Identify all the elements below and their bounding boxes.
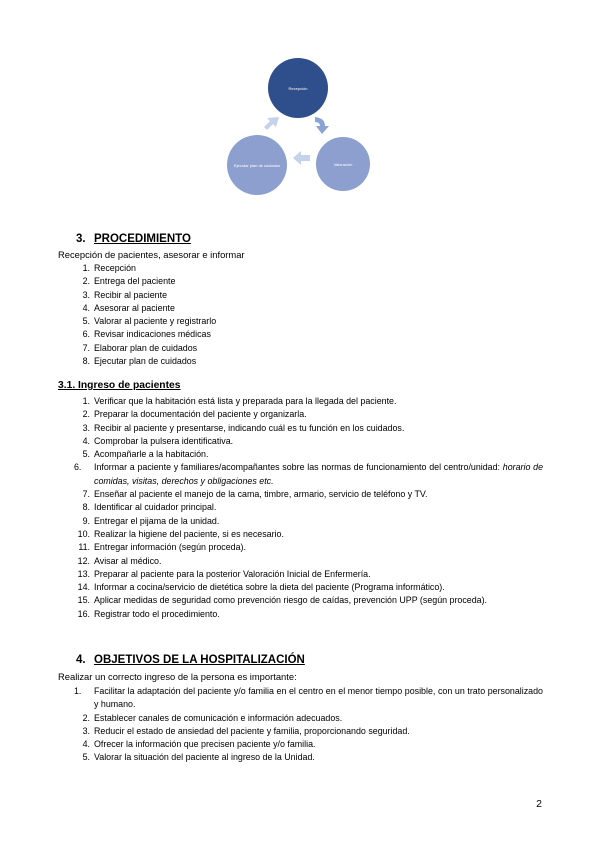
list-item: 9. Entregar el pijama de la unidad. — [82, 515, 220, 526]
list-item: 8. Ejecutar plan de cuidados — [82, 356, 197, 367]
list-item: 5. Valorar la situación del paciente al ingreso de la Unidad. — [82, 752, 315, 763]
list-item: 4. Comprobar la pulsera identificativa. — [82, 435, 234, 446]
list-item: 1. Facilitar la adaptación del paciente y/o familia en el centro en el menor tiempo posible, con un trato personalizado y humano. — [74, 686, 543, 710]
list-item: 3. Recibir al paciente — [82, 289, 168, 300]
section-4-heading: 4. OBJETIVOS DE LA HOSPITALIZACIÓN — [76, 654, 305, 666]
list-item: 7. Elaborar plan de cuidados — [82, 342, 198, 353]
list-item: 10. Realizar la higiene del paciente, si es necesario. — [77, 528, 284, 539]
left-arrow-icon — [293, 150, 311, 166]
page-number: 2 — [536, 798, 542, 810]
list-item: 16. Registrar todo el procedimiento. — [77, 608, 220, 619]
list-item: 7. Enseñar al paciente el manejo de la cama, timbre, armario, servicio de teléfono y TV. — [82, 489, 428, 500]
list-item: 3. Reducir el estado de ansiedad del paciente y familia, proporcionando seguridad. — [82, 725, 410, 736]
list-item: 2. Establecer canales de comunicación e información adecuados. — [82, 712, 343, 723]
diagram-node-top: Recepción — [268, 58, 328, 118]
list-item: 1. Verificar que la habitación está lista y preparada para la llegada del paciente. — [82, 396, 397, 406]
list-item: 2. Entrega del paciente — [82, 276, 176, 287]
list-item: 12. Avisar al médico. — [77, 555, 162, 566]
list-item: 11. Entregar información (según proceda). — [78, 542, 246, 553]
curved-arrow-icon — [312, 113, 334, 135]
list-item: 1. Recepción — [82, 263, 136, 273]
cycle-diagram — [220, 55, 390, 195]
list-item: 14. Informar a cocina/servicio de dietética sobre la dieta del paciente (Programa informático). — [77, 582, 445, 593]
list-item: 5. Acompañarle a la habitación. — [82, 449, 209, 460]
admission-list — [74, 395, 543, 621]
section-3-1-heading: 3.1. Ingreso de pacientes — [58, 380, 181, 391]
section-4-intro: Realizar un correcto ingreso de la persona es importante: — [58, 671, 297, 682]
list-item: 2. Preparar la documentación del paciente y organizarla. — [82, 409, 307, 420]
procedure-list — [82, 262, 217, 368]
list-item: 6. Revisar indicaciones médicas — [82, 329, 211, 340]
list-item: 3. Recibir al paciente y presentarse, indicando cuál es tu función en los cuidados. — [82, 422, 405, 433]
list-item: 6. Informar a paciente y familiares/acompañantes sobre las normas de funcionamiento del centro/unidad: horario de comidas, visitas, derechos y obligaciones etc. — [74, 462, 543, 486]
list-item: 4. Ofrecer la información que precisen paciente y/o familia. — [82, 739, 316, 750]
list-item: 5. Valorar al paciente y registrarlo — [82, 316, 217, 327]
list-item: 13. Preparar al paciente para la posterior Valoración Inicial de Enfermería. — [77, 568, 371, 579]
section-3-intro: Recepción de pacientes, asesorar e informar — [58, 249, 245, 260]
diagram-node-left: Ejecutar plan de cuidados — [227, 135, 287, 195]
list-item: 4. Asesorar al paciente — [82, 302, 175, 313]
section-3-heading: 3. PROCEDIMIENTO — [76, 233, 191, 245]
objectives-list — [74, 685, 543, 765]
list-item: 15. Aplicar medidas de seguridad como prevención riesgo de caídas, prevención UPP (según proceda). — [77, 595, 488, 606]
up-arrow-icon — [263, 115, 281, 133]
list-item: 8. Identificar al cuidador principal. — [82, 502, 217, 513]
diagram-node-right: Valoración — [316, 137, 370, 191]
